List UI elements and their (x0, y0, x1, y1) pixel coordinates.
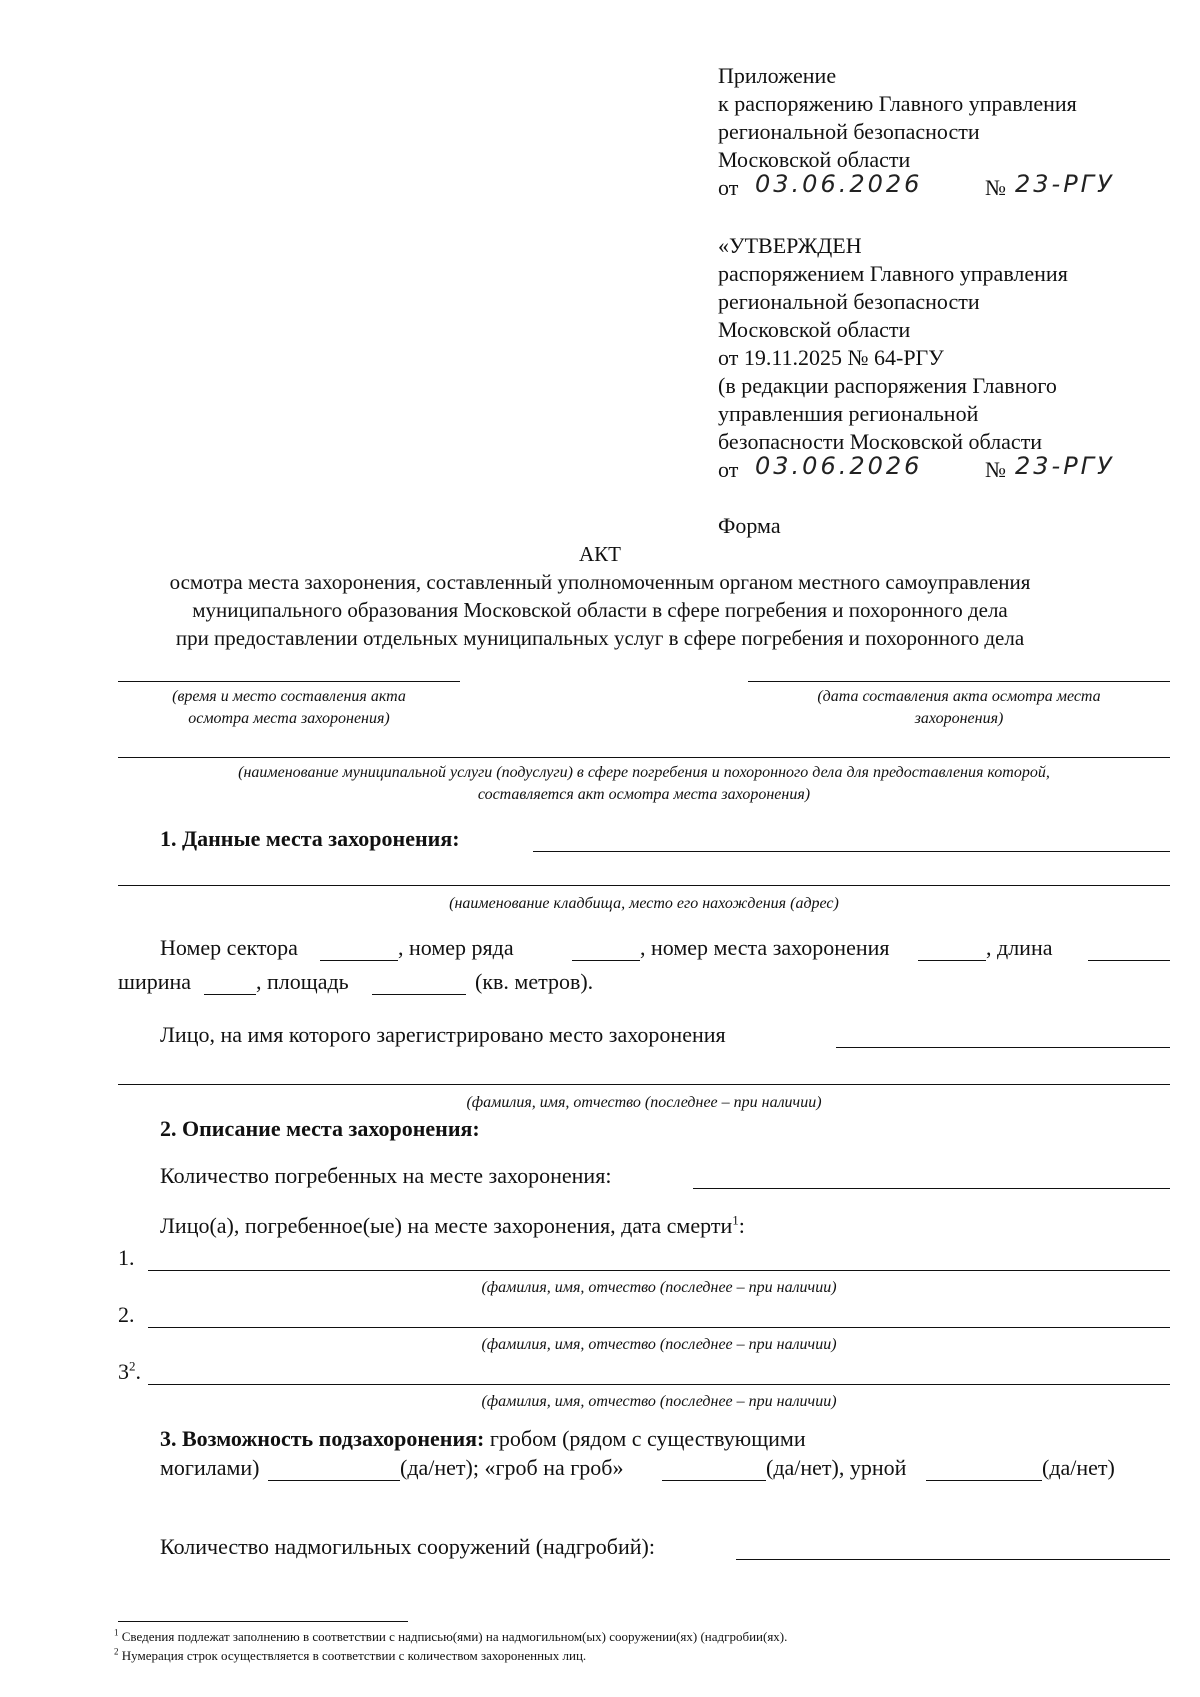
monuments-field[interactable] (736, 1559, 1170, 1560)
footnote-2: $^2$ Нумерация строк осуществляется в соответствии с количеством захороненных лиц. (114, 1646, 587, 1663)
row-label: , номер ряда (398, 935, 514, 960)
approved-num-prefix: № (985, 457, 1006, 482)
appendix-line-2: к распоряжению Главного управления (718, 91, 1077, 116)
coffin-on-coffin-label: (да/нет); «гроб на гроб» (400, 1455, 624, 1480)
owner-caption: (фамилия, имя, отчество (последнее – при наличии) (466, 1094, 822, 1111)
time-place-caption-1: (время и место составления акта (172, 688, 406, 705)
monuments-label: Количество надмогильных сооружений (надгробий): (160, 1534, 655, 1559)
person-caption-2: (фамилия, имя, отчество (последнее – при наличии) (481, 1336, 837, 1353)
act-subtitle-1: осмотра места захоронения, составленный уполномоченным органом местного самоуправления (169, 570, 1031, 594)
approved-line-7: управленшия региональной (718, 401, 979, 426)
coffin-on-coffin-field[interactable] (662, 1480, 766, 1481)
place-label: , номер места захоронения (640, 935, 890, 960)
approved-line-1: «УТВЕРЖДЕН (718, 233, 862, 258)
appendix-num-handwritten: 23-РГУ (1015, 170, 1115, 198)
width-label: ширина (118, 969, 192, 994)
footnote-separator (118, 1621, 408, 1622)
person-caption-3: (фамилия, имя, отчество (последнее – при наличии) (481, 1393, 837, 1410)
approved-line-5: от 19.11.2025 № 64-РГУ (718, 345, 944, 370)
length-label: , длина (986, 935, 1053, 960)
approved-date-prefix: от (718, 457, 739, 482)
place-field[interactable] (918, 960, 986, 961)
act-title: АКТ (579, 542, 621, 566)
person-number-3: $3^2$. (118, 1358, 141, 1384)
approved-line-2: распоряжением Главного управления (718, 261, 1068, 286)
person-field-2[interactable] (148, 1327, 1170, 1328)
appendix-line-1: Приложение (718, 63, 837, 88)
person-number-1: 1. (118, 1245, 135, 1270)
cemetery-line-1[interactable] (533, 851, 1170, 852)
cemetery-caption: (наименование кладбища, место его нахождения (адрес) (449, 895, 839, 912)
footnote-ref-2: 2 (129, 1358, 136, 1374)
area-label: , площадь (256, 969, 349, 994)
appendix-num-prefix: № (985, 175, 1006, 200)
section2-heading: 2. Описание места захоронения: (160, 1116, 480, 1141)
time-place-caption-2: осмотра места захоронения) (188, 710, 390, 727)
owner-field-2[interactable] (118, 1084, 1170, 1085)
date-caption-1: (дата составления акта осмотра места (817, 688, 1101, 705)
area-units: (кв. метров). (475, 969, 594, 994)
person-field-1[interactable] (148, 1270, 1170, 1271)
length-field[interactable] (1088, 960, 1170, 961)
appendix-line-4: Московской области (718, 147, 911, 172)
appendix-line-3: региональной безопасности (718, 119, 980, 144)
section1-heading: 1. Данные места захоронения: (160, 826, 460, 851)
service-caption-1: (наименование муниципальной услуги (подуслуги) в сфере погребения и похоронного дела для предоставления которой, (238, 764, 1050, 781)
person-caption-1: (фамилия, имя, отчество (последнее – при наличии) (481, 1279, 837, 1296)
urn-yn-label: (да/нет) (1042, 1455, 1115, 1480)
area-field[interactable] (372, 994, 466, 995)
section3-graves-label: могилами) (160, 1455, 260, 1480)
width-field[interactable] (204, 994, 256, 995)
section3-line-1: 3. Возможность подзахоронения: гробом (рядом с существующими (160, 1426, 806, 1451)
section3-heading: 3. Возможность подзахоронения: (160, 1426, 485, 1451)
date-caption-2: захоронения) (914, 710, 1004, 727)
buried-count-label: Количество погребенных на месте захоронения: (160, 1163, 612, 1188)
person-field-3[interactable] (148, 1384, 1170, 1385)
appendix-date-prefix: от (718, 175, 739, 200)
person-number-2: 2. (118, 1302, 135, 1327)
approved-line-3: региональной безопасности (718, 289, 980, 314)
urn-label: (да/нет), урной (766, 1455, 907, 1480)
beside-graves-field[interactable] (268, 1480, 400, 1481)
urn-field[interactable] (926, 1480, 1042, 1481)
form-label: Форма (718, 513, 781, 538)
approved-line-4: Московской области (718, 317, 911, 342)
cemetery-line-2[interactable] (118, 885, 1170, 886)
footnote-ref-1: 1 (732, 1212, 739, 1228)
owner-label: Лицо, на имя которого зарегистрировано место захоронения (160, 1022, 726, 1047)
approved-line-6: (в редакции распоряжения Главного (718, 373, 1057, 398)
buried-persons-label: Лицо(а), погребенное(ые) на месте захоронения, дата смерти$^1$: (160, 1212, 745, 1238)
footnote-1: $^1$ Сведения подлежат заполнению в соответствии с надписью(ями) на надмогильном(ых) сооружении(ях) (надгробии(ях). (114, 1627, 788, 1644)
sector-field[interactable] (320, 960, 398, 961)
row-field[interactable] (572, 960, 640, 961)
appendix-date-handwritten: 03.06.2026 (755, 170, 923, 198)
service-caption-2: составляется акт осмотра места захоронения) (477, 786, 811, 803)
act-subtitle-2: муниципального образования Московской области в сфере погребения и похоронного дела (192, 598, 1008, 622)
act-subtitle-3: при предоставлении отдельных муниципальных услуг в сфере погребения и похоронного дела (175, 626, 1025, 650)
approved-line-8: безопасности Московской области (718, 429, 1043, 454)
approved-date-handwritten: 03.06.2026 (755, 452, 923, 480)
date-line[interactable] (748, 681, 1170, 682)
service-line[interactable] (118, 757, 1170, 758)
time-place-line[interactable] (118, 681, 460, 682)
buried-count-field[interactable] (693, 1188, 1170, 1189)
owner-field-1[interactable] (836, 1047, 1170, 1048)
approved-num-handwritten: 23-РГУ (1015, 452, 1115, 480)
sector-label: Номер сектора (160, 935, 298, 960)
